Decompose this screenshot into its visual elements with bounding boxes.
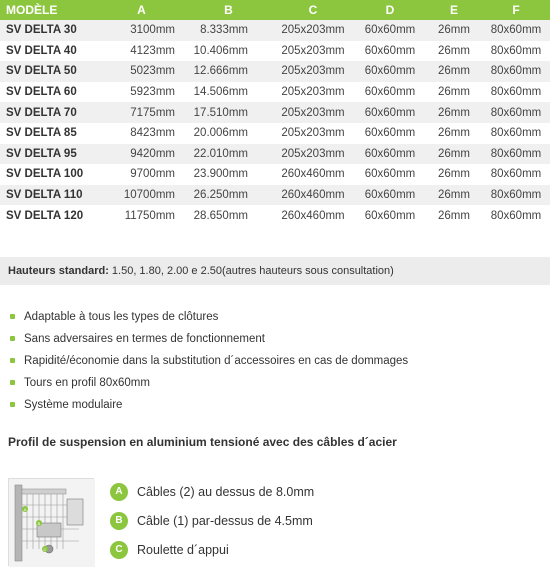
bullet-icon: [10, 336, 15, 341]
model-name-cell: SV DELTA 110: [0, 185, 98, 206]
component-text: Câbles (2) au dessus de 8.0mm: [137, 485, 315, 499]
letter-c-badge: C: [110, 541, 128, 559]
table-row: [0, 185, 550, 206]
table-cell: 5923mm: [98, 82, 185, 103]
standard-heights-label: Hauteurs standard:: [8, 265, 109, 277]
table-cell: 20.006mm: [185, 123, 272, 144]
table-cell: 80x60mm: [482, 102, 550, 123]
table-cell: 8423mm: [98, 123, 185, 144]
table-cell: 10700mm: [98, 185, 185, 206]
table-row: [0, 123, 550, 144]
table-cell: 60x60mm: [354, 41, 426, 62]
table-cell: 60x60mm: [354, 61, 426, 82]
table-cell: 9420mm: [98, 144, 185, 165]
table-row: [0, 205, 550, 226]
table-cell: 26mm: [426, 205, 482, 226]
component-item-a: [110, 482, 314, 511]
table-cell: 205x203mm: [272, 20, 354, 41]
table-row: [0, 144, 550, 165]
table-cell: 28.650mm: [185, 205, 272, 226]
table-cell: 23.900mm: [185, 164, 272, 185]
table-cell: 26mm: [426, 102, 482, 123]
table-cell: 26mm: [426, 82, 482, 103]
table-cell: 3100mm: [98, 20, 185, 41]
section-title: Profil de suspension en aluminium tensioné avec des câbles d´acier: [8, 435, 397, 449]
table-cell: 10.406mm: [185, 41, 272, 62]
table-cell: 80x60mm: [482, 164, 550, 185]
model-name-cell: SV DELTA 120: [0, 205, 98, 226]
table-cell: 205x203mm: [272, 61, 354, 82]
diagram-label-a: A: [23, 507, 27, 512]
table-cell: 80x60mm: [482, 82, 550, 103]
table-cell: 205x203mm: [272, 123, 354, 144]
header-a: A: [98, 0, 185, 20]
table-cell: 26mm: [426, 41, 482, 62]
letter-a-badge: A: [110, 483, 128, 501]
table-row: [0, 102, 550, 123]
table-cell: 26mm: [426, 185, 482, 206]
table-row: [0, 61, 550, 82]
component-text: Câble (1) par-dessus de 4.5mm: [137, 514, 313, 528]
model-name-cell: SV DELTA 50: [0, 61, 98, 82]
table-cell: 60x60mm: [354, 82, 426, 103]
model-name-cell: SV DELTA 100: [0, 164, 98, 185]
table-cell: 5023mm: [98, 61, 185, 82]
table-cell: 80x60mm: [482, 20, 550, 41]
feature-item: Adaptable à tous les types de clôtures: [10, 310, 408, 332]
component-item-b: [110, 511, 314, 540]
table-cell: 205x203mm: [272, 41, 354, 62]
bullet-icon: [10, 402, 15, 407]
feature-item: Système modulaire: [10, 398, 408, 420]
table-header-row: [0, 0, 550, 20]
table-cell: 205x203mm: [272, 82, 354, 103]
table-row: [0, 164, 550, 185]
table-cell: 26mm: [426, 20, 482, 41]
header-b: B: [185, 0, 272, 20]
table-cell: 80x60mm: [482, 61, 550, 82]
table-cell: 26mm: [426, 144, 482, 165]
table-cell: 60x60mm: [354, 20, 426, 41]
table-cell: 60x60mm: [354, 144, 426, 165]
table-row: [0, 41, 550, 62]
header-model: MODÈLE: [0, 0, 98, 20]
table-cell: 26mm: [426, 123, 482, 144]
feature-list: [10, 310, 408, 420]
table-cell: 205x203mm: [272, 144, 354, 165]
table-cell: 11750mm: [98, 205, 185, 226]
table-cell: 260x460mm: [272, 164, 354, 185]
gate-profile-diagram: [8, 478, 94, 566]
table-cell: 205x203mm: [272, 102, 354, 123]
feature-item: Rapidité/économie dans la substitution d´accessoires en cas de dommages: [10, 354, 408, 376]
table-row: [0, 20, 550, 41]
table-cell: 60x60mm: [354, 164, 426, 185]
table-cell: 26mm: [426, 61, 482, 82]
table-cell: 9700mm: [98, 164, 185, 185]
model-name-cell: SV DELTA 85: [0, 123, 98, 144]
table-cell: 60x60mm: [354, 102, 426, 123]
header-e: E: [426, 0, 482, 20]
bullet-icon: [10, 358, 15, 363]
component-item-c: [110, 540, 314, 569]
table-cell: 80x60mm: [482, 205, 550, 226]
table-cell: 22.010mm: [185, 144, 272, 165]
model-name-cell: SV DELTA 70: [0, 102, 98, 123]
table-cell: 80x60mm: [482, 185, 550, 206]
diagram-label-b: B: [37, 521, 41, 526]
table-cell: 26mm: [426, 164, 482, 185]
feature-item: Tours en profil 80x60mm: [10, 376, 408, 398]
bullet-icon: [10, 380, 15, 385]
gate-profile-illustration: [9, 479, 95, 567]
component-text: Roulette d´appui: [137, 543, 229, 557]
standard-heights-note: [0, 257, 550, 285]
bullet-icon: [10, 314, 15, 319]
table-cell: 12.666mm: [185, 61, 272, 82]
model-name-cell: SV DELTA 40: [0, 41, 98, 62]
header-c: C: [272, 0, 354, 20]
table-cell: 80x60mm: [482, 123, 550, 144]
component-list: [110, 482, 314, 569]
header-f: F: [482, 0, 550, 20]
model-name-cell: SV DELTA 30: [0, 20, 98, 41]
table-cell: 60x60mm: [354, 205, 426, 226]
table-cell: 4123mm: [98, 41, 185, 62]
header-d: D: [354, 0, 426, 20]
feature-item: Sans adversaires en termes de fonctionnement: [10, 332, 408, 354]
spec-table: [0, 0, 550, 226]
standard-heights-text: 1.50, 1.80, 2.00 e 2.50(autres hauteurs sous consultation): [108, 265, 394, 277]
table-cell: 80x60mm: [482, 41, 550, 62]
letter-b-badge: B: [110, 512, 128, 530]
table-cell: 26.250mm: [185, 185, 272, 206]
diagram-label-c: C: [43, 547, 47, 552]
table-cell: 60x60mm: [354, 185, 426, 206]
table-row: [0, 82, 550, 103]
model-name-cell: SV DELTA 95: [0, 144, 98, 165]
table-cell: 60x60mm: [354, 123, 426, 144]
table-cell: 260x460mm: [272, 185, 354, 206]
table-cell: 7175mm: [98, 102, 185, 123]
table-cell: 17.510mm: [185, 102, 272, 123]
table-cell: 8.333mm: [185, 20, 272, 41]
table-cell: 14.506mm: [185, 82, 272, 103]
table-cell: 80x60mm: [482, 144, 550, 165]
table-cell: 260x460mm: [272, 205, 354, 226]
model-name-cell: SV DELTA 60: [0, 82, 98, 103]
